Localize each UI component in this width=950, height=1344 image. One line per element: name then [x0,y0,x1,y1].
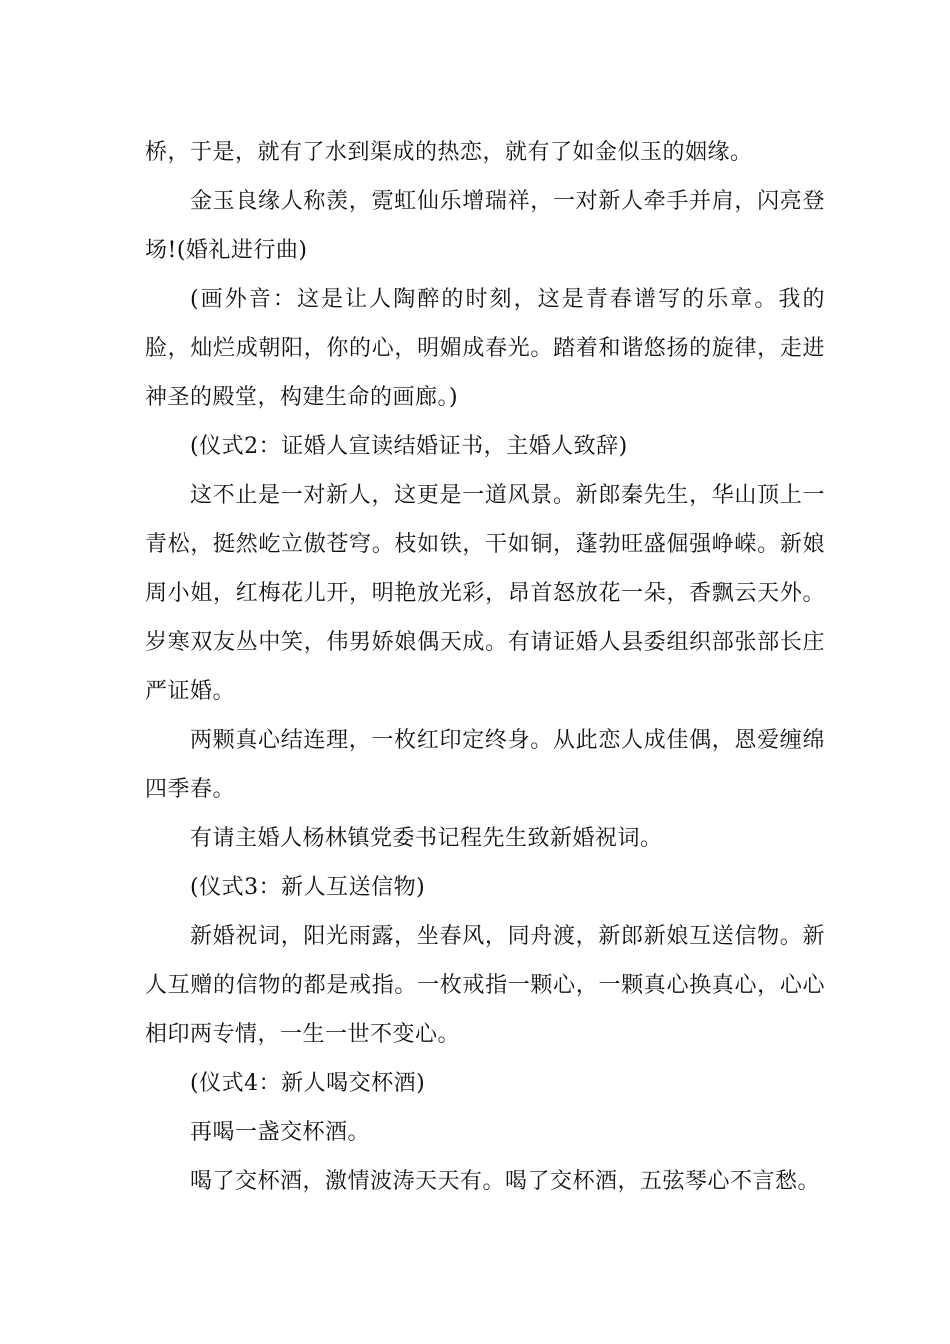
paragraph: (画外音：这是让人陶醉的时刻，这是青春谱写的乐章。我的脸，灿烂成朝阳，你的心，明媚成春光。踏着和谐悠扬的旋律，走进神圣的殿堂，构建生命的画廊。) [145,287,825,410]
paragraph: 喝了交杯酒，激情波涛天天有。喝了交杯酒，五弦琴心不言愁。 [190,1169,821,1194]
document-body [145,128,825,1206]
paragraph: (仪式4：新人喝交杯酒) [190,1071,426,1096]
paragraph: 金玉良缘人称羡，霓虹仙乐增瑞祥，一对新人牵手并肩，闪亮登场!(婚礼进行曲) [145,189,825,263]
paragraph: 这不止是一对新人，这更是一道风景。新郎秦先生，华山顶上一青松，挺然屹立傲苍穹。枝如铁，干如铜，蓬勃旺盛倔强峥嵘。新娘周小姐，红梅花儿开，明艳放光彩，昂首怒放花一朵，香飘云天外。岁寒双友丛中笑，伟男娇娘偶天成。有请证婚人县委组织部张部长庄严证婚。 [145,483,825,704]
paragraph: 有请主婚人杨林镇党委书记程先生致新婚祝词。 [190,826,663,851]
paragraph: 再喝一盏交杯酒。 [190,1120,371,1145]
paragraph: 新婚祝词，阳光雨露，坐春风，同舟渡，新郎新娘互送信物。新人互赠的信物的都是戒指。一枚戒指一颗心，一颗真心换真心，心心相印两专情，一生一世不变心。 [145,924,825,1047]
paragraph: 两颗真心结连理，一枚红印定终身。从此恋人成佳偶，恩爱缠绵四季春。 [145,728,825,802]
paragraph: (仪式3：新人互送信物) [190,875,426,900]
paragraph: 桥，于是，就有了水到渠成的热恋，就有了如金似玉的姻缘。 [145,140,753,165]
paragraph: (仪式2：证婚人宣读结婚证书，主婚人致辞) [190,434,628,459]
